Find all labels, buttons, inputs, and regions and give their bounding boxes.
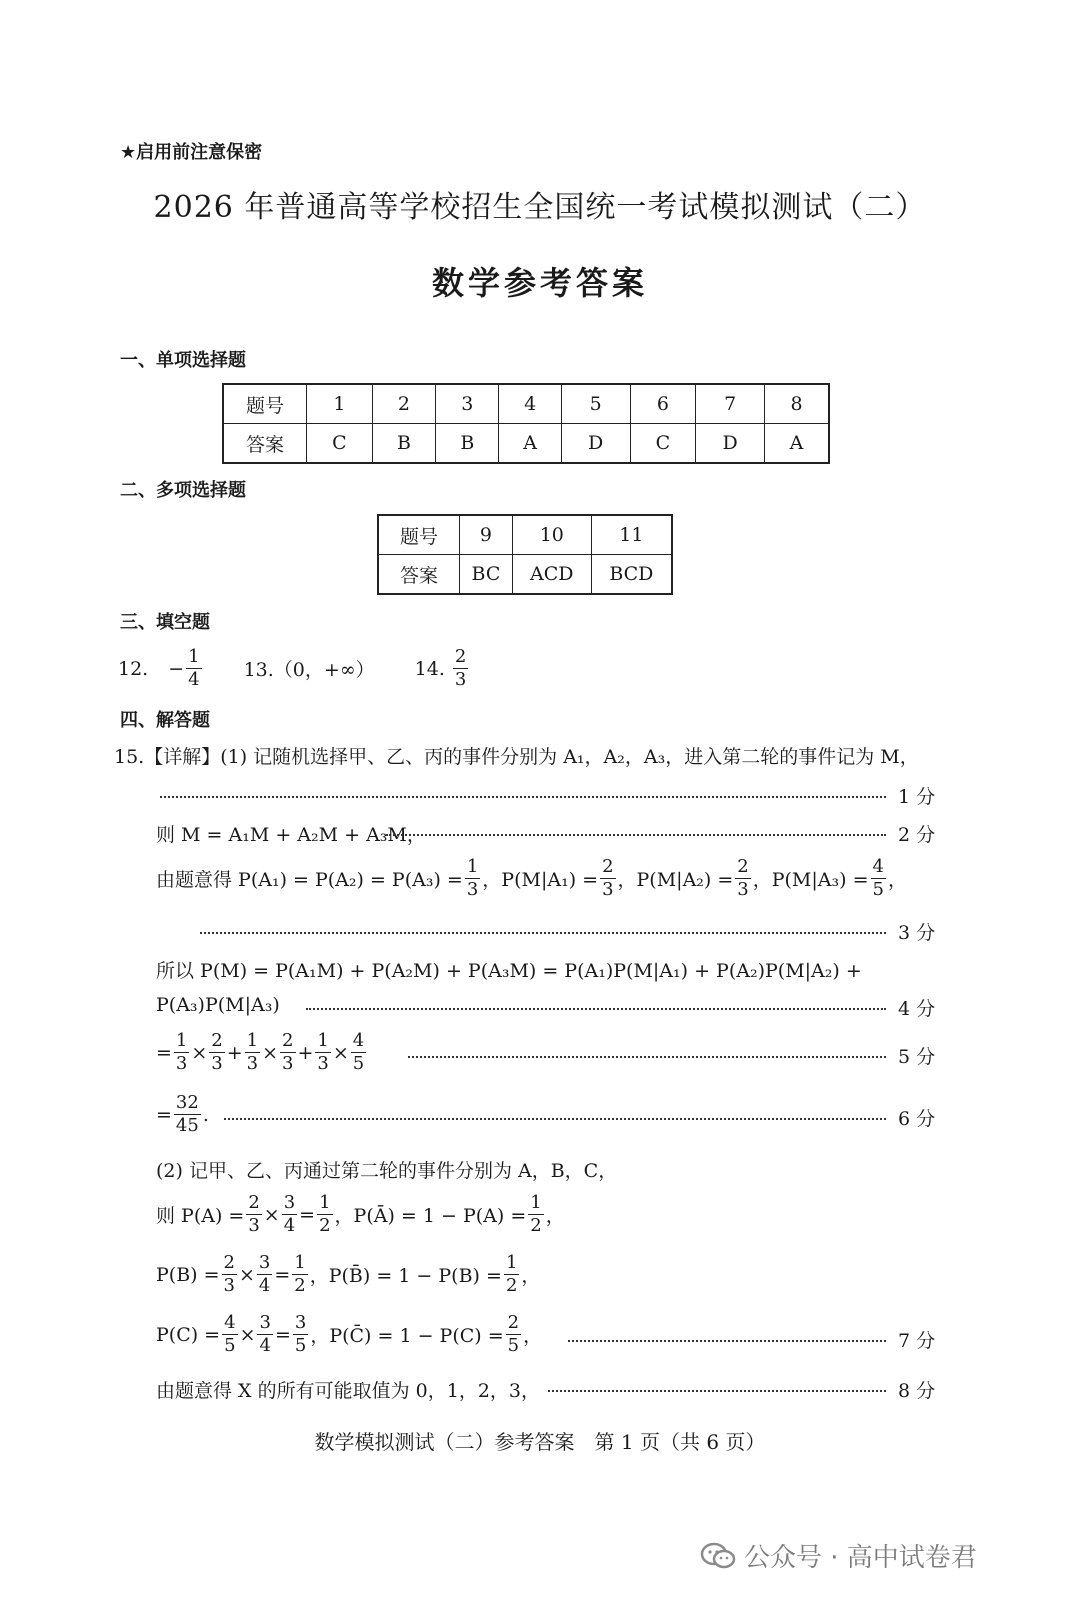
table-cell: 6: [630, 384, 696, 424]
q12-fraction: $\frac{1}{4}$: [188, 646, 200, 690]
table-cell: 7: [696, 384, 765, 424]
table-cell: D: [561, 424, 630, 464]
solution-line: = $\frac{1}{3}$ × $\frac{2}{3}$ + $\frac{1}{3}$ × $\frac{2}{3}$ + $\frac{1}{3}$ × $\frac{4}{5}$: [156, 1030, 365, 1074]
score: 7 分: [898, 1330, 936, 1352]
table-cell: 9: [460, 515, 513, 555]
section-solutions: 四、解答题: [120, 710, 210, 731]
solution-line: P(C) = $\frac{4}{5}$ × $\frac{3}{4}$ = $\frac{3}{5}$ ，P(C̄) = 1 − P(C) = $\frac{2}{5}$ ，: [156, 1312, 543, 1356]
q12-label: 12.: [118, 657, 149, 680]
leader-dots: [386, 834, 886, 836]
table-row: [223, 424, 829, 464]
table-cell: A: [764, 424, 829, 464]
solution-line: 由题意得 X 的所有可能取值为 0，1，2，3，: [156, 1380, 540, 1402]
solution-line: 所以 P(M) = P(A₁M) + P(A₂M) + P(A₃M) = P(A₁)P(M|A₁) + P(A₂)P(M|A₂) +: [156, 960, 862, 982]
table-cell: 8: [764, 384, 829, 424]
wechat-icon: [700, 1542, 736, 1570]
table-cell: B: [436, 424, 499, 464]
q13-answer: 13.（0，+∞）: [243, 659, 375, 681]
q14-label: 14.: [414, 657, 445, 680]
score: 4 分: [898, 998, 936, 1020]
score: 2 分: [898, 824, 936, 846]
leader-dots: [408, 1056, 886, 1058]
table-cell: C: [307, 424, 373, 464]
table-cell: BC: [460, 555, 513, 595]
leader-dots: [160, 796, 886, 798]
score: 1 分: [898, 786, 936, 808]
exam-title: 2026 年普通高等学校招生全国统一考试模拟测试（二）: [153, 190, 927, 225]
page-title: 数学参考答案: [431, 264, 648, 302]
table-cell: C: [630, 424, 696, 464]
table-cell: 答案: [223, 424, 307, 464]
table-cell: 5: [561, 384, 630, 424]
watermark-text: 公众号 · 高中试卷君: [744, 1543, 977, 1573]
solution-line: 则 P(A) = $\frac{2}{3}$ × $\frac{3}{4}$ = $\frac{1}{2}$ ，P(Ā) = 1 − P(A) = $\frac{1}{2}$ ，: [156, 1192, 565, 1236]
table-row: [223, 384, 829, 424]
table-cell: 4: [499, 384, 561, 424]
table-cell: D: [696, 424, 765, 464]
table-cell: ACD: [512, 555, 591, 595]
leader-dots: [224, 1118, 886, 1120]
q14-fraction: $\frac{2}{3}$: [454, 646, 467, 690]
table-cell: 11: [591, 515, 672, 555]
solution-line: P(A₃)P(M|A₃): [156, 994, 280, 1016]
leader-dots: [200, 932, 886, 934]
q12-sign: −: [168, 657, 185, 680]
section-fill-in: 三、填空题: [120, 612, 210, 633]
score: 3 分: [898, 922, 936, 944]
table-cell: 3: [436, 384, 499, 424]
solution-line: P(B) = $\frac{2}{3}$ × $\frac{3}{4}$ = $\frac{1}{2}$ ，P(B̄) = 1 − P(B) = $\frac{1}{2}$ ，: [156, 1252, 541, 1296]
score: 5 分: [898, 1046, 936, 1068]
solution-line: 则 M = A₁M + A₂M + A₃M，: [156, 824, 426, 846]
single-choice-table: [222, 383, 830, 464]
fill-in-answers: [118, 648, 470, 689]
solution-line: 15.【详解】(1) 记随机选择甲、乙、丙的事件分别为 A₁，A₂，A₃，进入第二轮的事件记为 M，: [114, 746, 919, 768]
table-cell: BCD: [591, 555, 672, 595]
table-cell: 2: [372, 384, 435, 424]
multiple-choice-table: [377, 514, 673, 595]
table-cell: A: [499, 424, 561, 464]
table-row: [378, 515, 672, 555]
confidential-note: ★启用前注意保密: [120, 142, 263, 163]
page-footer: 数学模拟测试（二）参考答案 第 1 页（共 6 页）: [314, 1430, 766, 1454]
score: 8 分: [898, 1380, 936, 1402]
section-single-choice: 一、单项选择题: [120, 350, 246, 371]
solution-line: = $\frac{32}{45}$ .: [156, 1092, 209, 1136]
table-cell: 10: [512, 515, 591, 555]
section-multiple-choice: 二、多项选择题: [120, 480, 246, 501]
leader-dots: [568, 1340, 886, 1342]
leader-dots: [306, 1008, 886, 1010]
table-row: [378, 555, 672, 595]
watermark: [700, 1537, 977, 1574]
leader-dots: [548, 1390, 886, 1392]
table-cell: 答案: [378, 555, 460, 595]
table-cell: 题号: [223, 384, 307, 424]
table-cell: 题号: [378, 515, 460, 555]
solution-line: 由题意得 P(A₁) = P(A₂) = P(A₃) = $\frac{1}{3}$ ，P(M|A₁) = $\frac{2}{3}$ ，P(M|A₂) = $\frac{2}{3}$ ，P(M|A₃) = $\frac{4}{5}$ ，: [156, 856, 907, 900]
score: 6 分: [898, 1108, 936, 1130]
table-cell: B: [372, 424, 435, 464]
table-cell: 1: [307, 384, 373, 424]
solution-line: (2) 记甲、乙、丙通过第二轮的事件分别为 A，B，C，: [156, 1160, 618, 1182]
